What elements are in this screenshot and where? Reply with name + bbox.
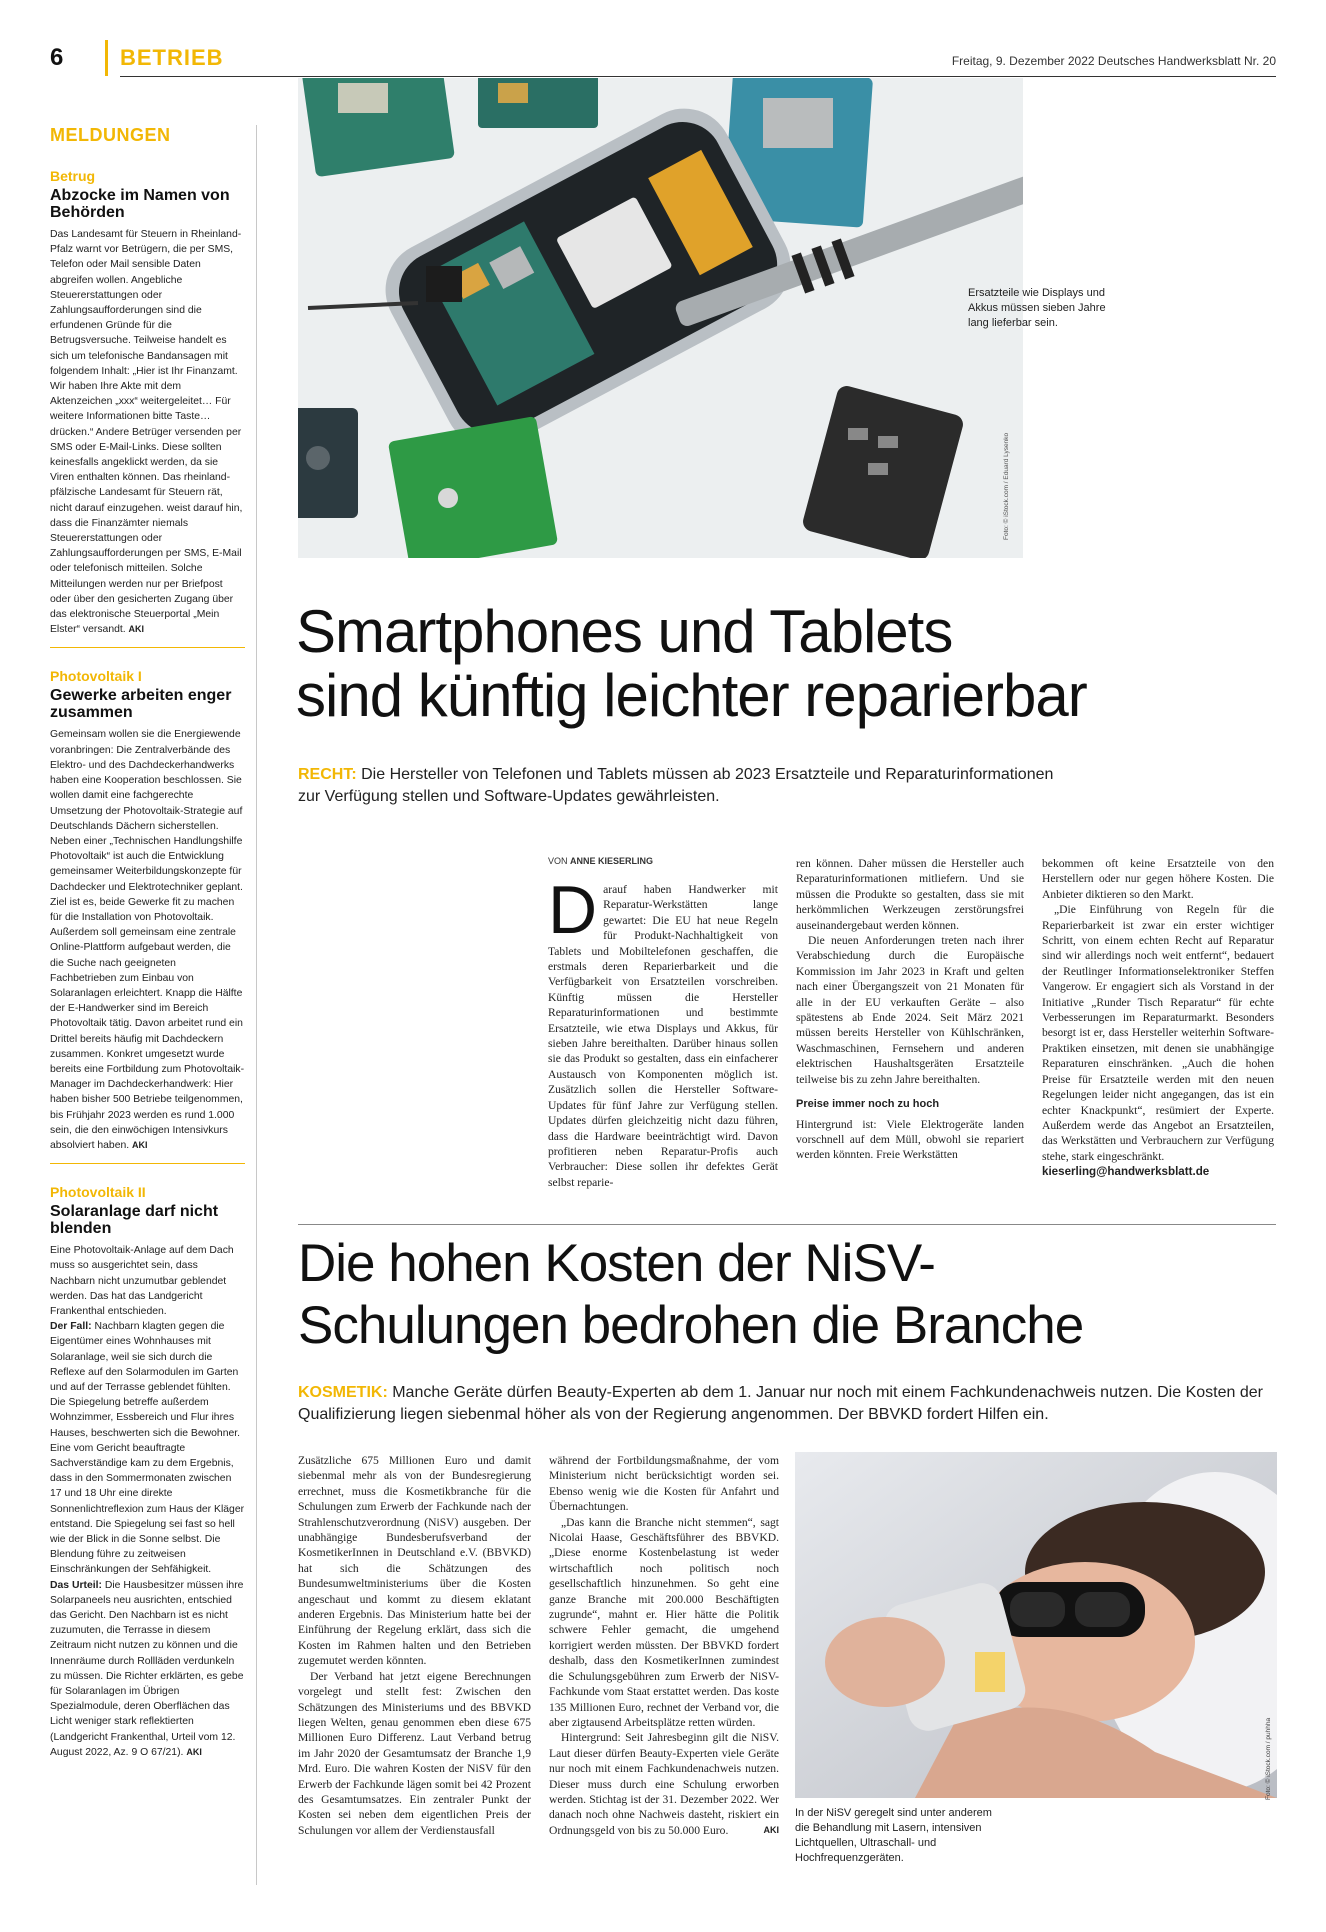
paragraph: „Das kann die Branche nicht stemmen“, sagt Nicolai Haase, Geschäftsführer des BBVKD. „Diese enorme Kostenbelastung ist weder wirtschaftlich noch politisch noch gesellschaftlich hinzunehmen. So geht eine ganze Branche mit 200.000 Beschäftigten zugrunde“, mahnt er. Hier hätte die Politik schwere Fehler gemacht, die umgehend korrigiert werden müssten. Der BBVKD fordert deshalb, dass den KosmetikerInnen zumindest die Schulungsgebühren zum Erwerb der NiSV-Fachkunde vom Staat erstattet werden. Das koste 135 Millionen Euro, rechnet der Verband vor, die aber zigtausend Arbeitsplätze retten würden.	[549, 1515, 779, 1729]
news-item	[50, 1184, 245, 1760]
author-signature: AKI	[132, 1139, 148, 1150]
paragraph: Zusätzliche 675 Millionen Euro und damit siebenmal mehr als von der Bundesregierung errechnet, muss die Kosmetikbranche für die Schulungen zum Erwerb der Fachkunde nach der Strahlenschutzverordnung (NiSV) ausgeben. Der unabhängige Bundesberufsverband der KosmetikerInnen in Deutschland e.V. (BBVKD) hat sich die Schätzungen des Bundesumweltministeriums über die Kosten angeschaut und kommt zu diesem eklatant anderen Ergebnis. Das Ministerium hatte bei der Einführung der Regelung erklärt, dass sich die Kosten im Rahmen halten und den Betrieben zugemutet werden könnten.	[298, 1454, 531, 1668]
news-title: Solaranlage darf nicht blenden	[50, 1203, 219, 1238]
article-column	[548, 872, 778, 1190]
paragraph: Hintergrund ist: Viele Elektrogeräte landen vorschnell auf dem Müll, obwohl sie repariert werden könnten. Freie Werkstätten	[796, 1117, 1024, 1162]
article-lead	[298, 764, 1058, 808]
paragraph: Die neuen Anforderungen treten nach ihrer Verabschiedung durch die Europäische Kommission im Jahr 2023 in Kraft und gelten nach einer Übergangszeit von 21 Monaten für alle in der EU verkauften Geräte – also spätestens ab Ende 2024. Seit März 2021 müssen bereits Hersteller von Kühlschränken, Waschmaschinen, Fernsehern und anderen elektrischen Haushaltsgeräten Ersatzteile teilweise bis zu zehn Jahre bereithalten.	[796, 934, 1024, 1086]
photo-caption: In der NiSV geregelt sind unter anderem die Behandlung mit Lasern, intensiven Lichtquellen, Ultraschall- und Hochfrequenzgeräten.	[795, 1807, 992, 1864]
news-kicker: Photovoltaik II	[50, 1184, 146, 1201]
news-item	[50, 168, 245, 648]
fall-text: Nachbarn klagten gegen die Eigentümer eines Wohnhauses mit Solaranlage, weil sie sich durch die Reflexe auf den Solarmodulen im Garten und auf der Terrasse geblendet fühlten. Die Spiegelung betreffe außerdem Wohnzimmer, Essbereich und Flur ihres Hauses, beschwerten sich die Bewohner. Eine vom Gericht beauftragte Sachverständige kam zu dem Ergebnis, dass in den Sommermonaten zwischen 17 und 18 Uhr eine direkte Sonnenlichtreflexion zum Haus der Kläger entstand. Die Spiegelung sei fast so hell wie der Blick in die Sonne selbst. Die Blendung führe zu zeitweisen Einschränkungen der Sehfähigkeit.	[50, 1321, 245, 1576]
smartphone-illustration	[298, 78, 1023, 558]
news-title: Gewerke arbeiten enger zusammen	[50, 687, 232, 722]
news-kicker: Photovoltaik I	[50, 668, 142, 685]
author-signature: AKI	[186, 1746, 202, 1757]
page-number: 6	[50, 44, 64, 71]
headline-line: Die hohen Kosten der NiSV-	[298, 1234, 935, 1293]
byline-prefix: VON	[548, 856, 571, 866]
page-header	[50, 40, 1276, 78]
paragraph: während der Fortbildungsmaßnahme, der vom Ministerium nicht berücksichtigt worden sei. Ebenso wenig wie die Kosten für Anfahrt und Übernachtungen.	[549, 1454, 779, 1514]
paragraph-text: arauf haben Handwerker mit Reparatur-Werkstätten lange gewartet: Die EU hat neue Regeln für Produkt-Nachhaltigkeit von Tablets und Mobiltelefonen geschaffen, die erstmals deren Reparierbarkeit und die Verfügbarkeit von Ersatzteilen vorschreiben. Künftig müssen die Hersteller Reparaturinformationen und bestimmte Ersatzteile, wie etwa Displays und Akkus, für sieben Jahre bereithalten. Darüber hinaus sollen sie das Produkt so gestalten, dass ein einfacherer Austausch von Komponenten möglich ist. Zusätzlich sollen die Hersteller Software-Updates für fünf Jahre zur Verfügung stellen. Updates dürfen gleichzeitig nicht dazu führen, dass die Hardware beeinträchtigt wird. Davon profitieren neben Reparatur-Profis auch Verbraucher: Diese sollen ihr defektes Gerät selbst reparie-	[548, 883, 778, 1189]
news-text: Das Landesamt für Steuern in Rheinland-Pfalz warnt vor Betrügern, die per SMS, Telefon oder Mail sensible Daten abgreifen wollen. Angebliche Steuererstattungen oder Zahlungsaufforderungen sind die erfundenen Gründe für die Betrugsversuche. Teilweise handelt es sich um telefonische Bandansagen mit folgendem Inhalt: „Hier ist Ihr Finanzamt. Wir haben Ihre Akte mit dem Aktenzeichen „xxx“ weitergeleitet… Für weitere Informationen bitte Taste… drücken.“ Andere Betrüger versenden per SMS oder E-Mail-Links. Diese sollten keinesfalls angeklickt werden, da sie Viren enthalten können. Das rheinland-pfälzische Landesamt für Steuern rät, nicht darauf einzugehen. weist darauf hin, dass die Finanzämter niemals Steuererstattungen oder Zahlungsaufforderungen per SMS, E-Mail oder telefonisch mitteilen. Solche Mitteilungen werden nur per Briefpost oder über den gesicherten Zugang über das elektronische Steuerportal „Mein Elster“ versandt.	[50, 229, 243, 636]
article-column	[549, 1453, 779, 1838]
fall-label: Der Fall:	[50, 1321, 92, 1333]
article-divider	[298, 1224, 1276, 1225]
author-email: kieserling@handwerksblatt.de	[1042, 1165, 1210, 1179]
article-column	[796, 856, 1024, 1163]
smartphone-repair-photo	[298, 78, 1023, 558]
urteil-label: Das Urteil:	[50, 1579, 102, 1591]
byline-author: ANNE KIESERLING	[570, 856, 654, 866]
sidebar-divider	[256, 125, 257, 1885]
beauty-treatment-photo	[795, 1452, 1277, 1798]
article-headline	[296, 600, 1087, 728]
article-column	[298, 1453, 531, 1838]
drop-cap: D	[548, 872, 598, 948]
news-item	[50, 668, 245, 1164]
paragraph	[549, 1730, 779, 1838]
treatment-illustration	[795, 1452, 1277, 1798]
author-signature: AKI	[128, 624, 145, 635]
article-headline	[298, 1233, 1083, 1357]
paragraph: bekommen oft keine Ersatzteile von den Herstellern oder nur gegen höhere Kosten. Die Anbieter diktieren so den Markt.	[1042, 857, 1274, 901]
paragraph-text: Hintergrund: Seit Jahresbeginn gilt die NiSV. Laut dieser dürfen Beauty-Experten viele Geräte nur noch mit einem Fachkundenachweis nutzen. Dieser muss durch eine Schulung erworben werden. Stichtag ist der 31. Dezember 2022. Wer danach noch ohne Nachweis dasteht, riskiert ein Ordnungsgeld von bis zu 50.000 Euro.	[549, 1731, 779, 1837]
section-bar	[105, 40, 108, 76]
news-text: Gemeinsam wollen sie die Energiewende voranbringen: Die Zentralverbände des Elektro- und des Dachdeckerhandwerks haben eine Kooperation beschlossen. Sie wollen damit eine fachgerechte Umsetzung der Photovoltaik-Strategie auf Deutschlands Dächern sicherstellen. Neben einer „Technischen Handlungshilfe Photovoltaik“ ist auch die Entwicklung gemeinsamer Weiterbildungskonzepte für Dachdecker und Elektrotechniker geplant. Ziel ist es, beide Gewerke fit zu machen für die Installation von Photovoltaik. Außerdem soll gemeinsam eine zentrale Online-Plattform aufgebaut werden, die die Suche nach geeigneten Fachbetrieben zum Einbau von Solaranlagen erleichtert. Knapp die Hälfte der E-Handwerker sind im Bereich Photovoltaik tätig. Davon arbeitet rund ein Drittel bereits häufig mit Dachdeckern zusammen. Konkret umgesetzt wurde bereits eine Fortbildung zum Photovoltaik-Manager im Dachdeckerhandwerk: Hier haben bisher 500 Betriebe teilgenommen, bis Frühjahr 2023 werden es rund 1.000 sein, die den einwöchigen Intensivkurs absolviert haben.	[50, 729, 245, 1151]
subheading: Preise immer noch zu hoch	[796, 1098, 940, 1111]
photo-credit: Foto: © iStock.com / puhhha	[1265, 1717, 1272, 1800]
news-title: Abzocke im Namen von Behörden	[50, 187, 230, 221]
lead-text: Die Hersteller von Telefonen und Tablets müssen ab 2023 Ersatzteile und Reparaturinformationen zur Verfügung stellen und Software-Updates gewährleisten.	[298, 766, 1054, 805]
paragraph: „Die Einführung von Regeln für die Reparierbarkeit ist zwar ein erster wichtiger Schritt, von einem echten Recht auf Reparatur sind wir allerdings noch weit entfernt“, bedauert der Reutlinger Informationselektroniker Steffen Vangerow. Er engagiert sich als Vorstand in der Initiative „Runder Tisch Reparatur“ für echte Verbesserungen im Reparaturmarkt. Besonders besorgt ist er, dass Hersteller weiterhin Software-Praktiken einsetzen, mit denen sie unabhängige Reparaturen einschränken. „Auch die hohen Preise für Ersatzteile werden mit den neuen Regelungen leider nicht angegangen, das ist ein echter Knackpunkt“, resümiert der Experte. Außerdem werde das Angebot an Ersatzteilen, das Werkstätten und Verbrauchern zur Verfügung stehe, stark eingeschränkt.	[1042, 903, 1274, 1163]
rubric-label: KOSMETIK:	[298, 1384, 388, 1401]
news-body	[50, 227, 245, 637]
paragraph: Der Verband hat jetzt eigene Berechnungen vorgelegt und stellt fest: Zwischen den Schätzungen des Ministeriums und des BBVKD liegen Welten, genau genommen eben diese 675 Millionen Euro Differenz. Laut Verband betrug im Jahr 2020 der Gesamtumsatz der Branche 1,9 Mrd. Euro. Die wahren Kosten der NiSV für den Erwerb der Fachkunde lägen somit bei 42 Prozent des Gesamtumsatzes. Ein zentraler Punkt der Kosten sei neben dem eigentlichen Preis der Schulungen vor allem der Verdienstausfall	[298, 1669, 531, 1837]
news-text: Eine Photovoltaik-Anlage auf dem Dach muss so ausgerichtet sein, dass Nachbarn nicht unzumutbar geblendet werden. Das hat das Landgericht Frankenthal entschieden.	[50, 1245, 234, 1317]
article-column	[1042, 856, 1274, 1180]
headline-line: sind künftig leichter reparierbar	[296, 662, 1087, 729]
photo-credit: Foto: © iStock.com / Eduard Lysenko	[1003, 432, 1010, 540]
paragraph: ren können. Daher müssen die Hersteller auch Reparaturinformationen mitliefern. Und sie müssen die Produkte so gestalten, dass sie mit herkömmlichen Werkzeugen zerstörungsfrei auseinandergebaut werden können.	[796, 857, 1024, 932]
urteil-text: Die Hausbesitzer müssen ihre Solarpaneels neu ausrichten, entschied das Gericht. Den Nachbarn ist es nicht zuzumuten, die Terrasse in diesem Zeitraum nicht nutzen zu können und die Innenräume durch Rollläden verdunkeln zu müssen. Die Richter erklärten, es gebe für Solaranlagen im Übrigen Spezialmodule, deren Oberflächen das Licht weniger stark reflektierten (Landgericht Frankenthal, Urteil vom 12. August 2022, Az. 9 O 67/21).	[50, 1579, 244, 1758]
byline	[548, 856, 653, 866]
news-sidebar	[50, 125, 245, 1895]
news-kicker: Betrug	[50, 168, 96, 184]
rubric-label: RECHT:	[298, 766, 357, 783]
author-signature: AKI	[763, 1824, 779, 1835]
item-divider	[50, 1163, 245, 1164]
headline-line: Schulungen bedrohen die Branche	[298, 1296, 1084, 1355]
news-body	[50, 1243, 245, 1760]
photo-caption: Ersatzteile wie Displays und Akkus müssen sieben Jahre lang lieferbar sein.	[968, 287, 1106, 329]
article-lead	[298, 1382, 1278, 1426]
sidebar-heading: MELDUNGEN	[50, 125, 171, 145]
item-divider	[50, 647, 245, 648]
header-rule	[120, 76, 1276, 77]
section-name: BETRIEB	[120, 45, 224, 70]
news-body	[50, 727, 245, 1153]
headline-line: Smartphones und Tablets	[296, 598, 953, 665]
lead-text: Manche Geräte dürfen Beauty-Experten ab dem 1. Januar nur noch mit einem Fachkundenachweis nutzen. Die Kosten der Qualifizierung liegen siebenmal höher als von der Regierung angenommen. Der BBVKD fordert Hilfen ein.	[298, 1384, 1263, 1423]
issue-meta: Freitag, 9. Dezember 2022 Deutsches Handwerksblatt Nr. 20	[951, 54, 1276, 68]
paragraph	[548, 872, 778, 1190]
